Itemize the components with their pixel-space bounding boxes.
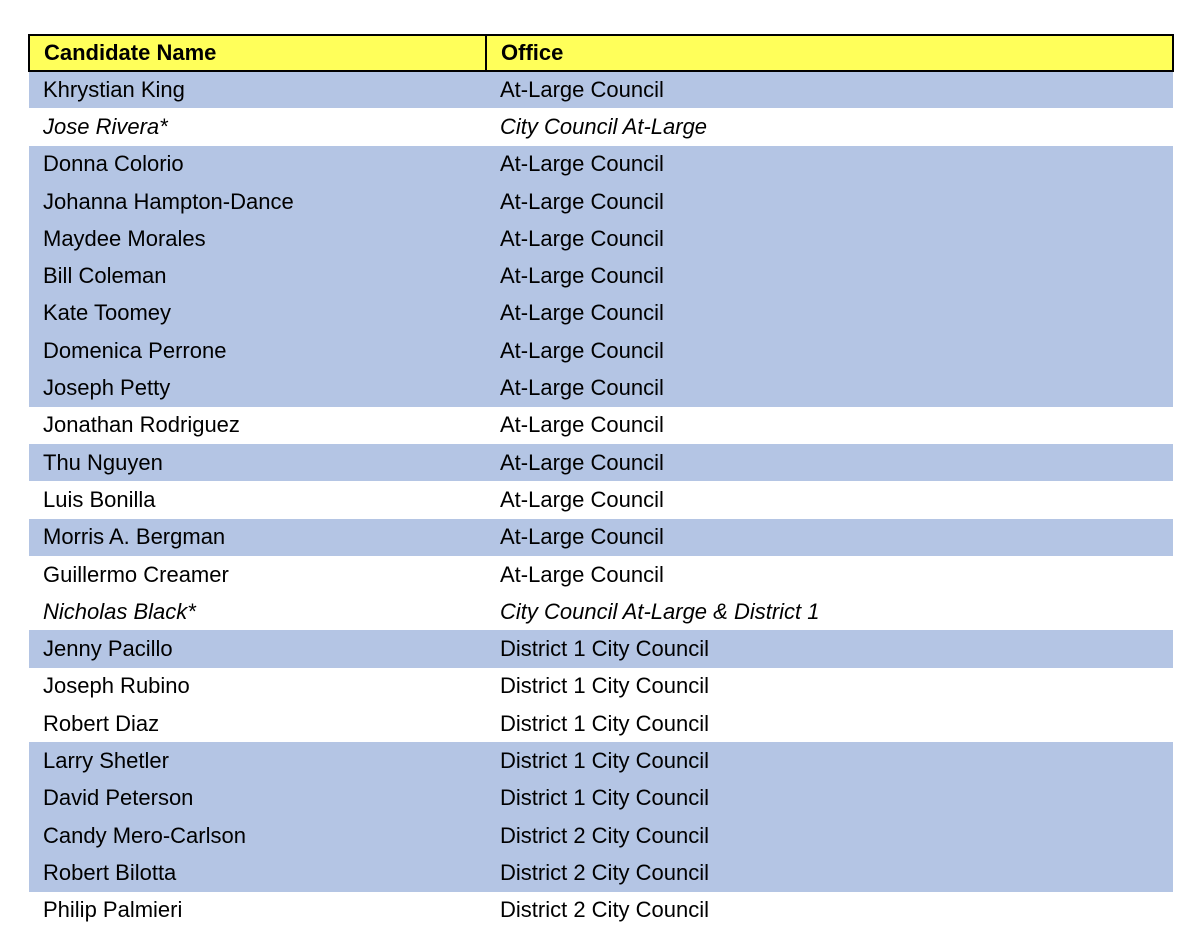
candidate-name-cell: Johanna Hampton-Dance: [29, 183, 486, 220]
candidate-name-cell: David Peterson: [29, 780, 486, 817]
office-cell: At-Large Council: [486, 332, 1173, 369]
candidate-name-cell: Luis Bonilla: [29, 481, 486, 518]
office-cell: At-Large Council: [486, 220, 1173, 257]
candidate-name-cell: Jose Rivera*: [29, 108, 486, 145]
table-row: [29, 705, 1173, 742]
candidate-name-cell: Joseph Petty: [29, 369, 486, 406]
office-cell: District 2 City Council: [486, 817, 1173, 854]
table-row: [29, 369, 1173, 406]
table-row: [29, 220, 1173, 257]
office-cell: District 1 City Council: [486, 630, 1173, 667]
candidate-name-cell: Candy Mero-Carlson: [29, 817, 486, 854]
table-row: [29, 556, 1173, 593]
candidate-table: [28, 34, 1174, 929]
candidate-name-cell: Philip Palmieri: [29, 892, 486, 929]
table-row: [29, 407, 1173, 444]
candidate-name-cell: Robert Bilotta: [29, 854, 486, 891]
office-cell: At-Large Council: [486, 183, 1173, 220]
candidate-name-cell: Donna Colorio: [29, 146, 486, 183]
office-cell: City Council At-Large & District 1: [486, 593, 1173, 630]
office-cell: At-Large Council: [486, 71, 1173, 108]
office-cell: At-Large Council: [486, 519, 1173, 556]
header-office: Office: [486, 35, 1173, 71]
candidate-name-cell: Robert Diaz: [29, 705, 486, 742]
candidate-name-cell: Nicholas Black*: [29, 593, 486, 630]
table-row: [29, 146, 1173, 183]
office-cell: District 1 City Council: [486, 780, 1173, 817]
office-cell: At-Large Council: [486, 481, 1173, 518]
table-row: [29, 444, 1173, 481]
candidate-name-cell: Joseph Rubino: [29, 668, 486, 705]
table-row: [29, 780, 1173, 817]
office-cell: District 2 City Council: [486, 854, 1173, 891]
table-row: [29, 817, 1173, 854]
candidate-name-cell: Domenica Perrone: [29, 332, 486, 369]
header-row: [29, 35, 1173, 71]
table-row: [29, 630, 1173, 667]
candidate-name-cell: Jonathan Rodriguez: [29, 407, 486, 444]
office-cell: At-Large Council: [486, 146, 1173, 183]
office-cell: At-Large Council: [486, 444, 1173, 481]
candidate-name-cell: Kate Toomey: [29, 295, 486, 332]
table-row: [29, 742, 1173, 779]
candidate-name-cell: Bill Coleman: [29, 257, 486, 294]
office-cell: District 1 City Council: [486, 705, 1173, 742]
office-cell: District 1 City Council: [486, 742, 1173, 779]
candidate-name-cell: Guillermo Creamer: [29, 556, 486, 593]
table-row: [29, 481, 1173, 518]
header-candidate-name: Candidate Name: [29, 35, 486, 71]
table-row: [29, 332, 1173, 369]
table-row: [29, 668, 1173, 705]
candidate-name-cell: Thu Nguyen: [29, 444, 486, 481]
table-row: [29, 71, 1173, 108]
candidate-name-cell: Jenny Pacillo: [29, 630, 486, 667]
office-cell: At-Large Council: [486, 556, 1173, 593]
candidate-name-cell: Maydee Morales: [29, 220, 486, 257]
table-row: [29, 183, 1173, 220]
candidate-name-cell: Khrystian King: [29, 71, 486, 108]
office-cell: At-Large Council: [486, 369, 1173, 406]
table-header: [29, 35, 1173, 71]
office-cell: At-Large Council: [486, 295, 1173, 332]
office-cell: City Council At-Large: [486, 108, 1173, 145]
table-body: [29, 71, 1173, 929]
candidate-name-cell: Larry Shetler: [29, 742, 486, 779]
table-row: [29, 593, 1173, 630]
table-row: [29, 519, 1173, 556]
table-row: [29, 108, 1173, 145]
office-cell: District 1 City Council: [486, 668, 1173, 705]
table-row: [29, 257, 1173, 294]
table-row: [29, 892, 1173, 929]
office-cell: At-Large Council: [486, 407, 1173, 444]
office-cell: At-Large Council: [486, 257, 1173, 294]
table-row: [29, 295, 1173, 332]
candidate-table-container: [28, 34, 1172, 929]
office-cell: District 2 City Council: [486, 892, 1173, 929]
table-row: [29, 854, 1173, 891]
candidate-name-cell: Morris A. Bergman: [29, 519, 486, 556]
